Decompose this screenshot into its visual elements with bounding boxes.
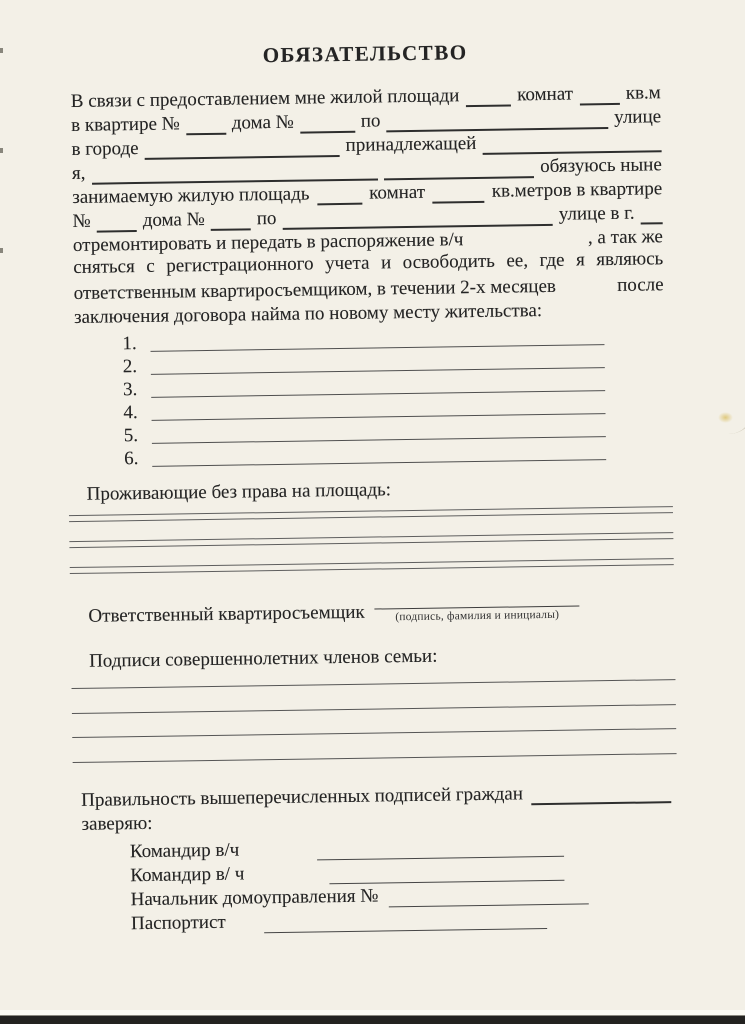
- list-item-number: 1.: [122, 333, 137, 355]
- tenant-signature-area: [374, 586, 579, 624]
- official-label: Начальник домоуправления №: [130, 885, 379, 911]
- paragraph-text: №: [72, 210, 91, 232]
- blank-field: [482, 132, 661, 155]
- paper-stain: [726, 418, 745, 434]
- blank-field: [144, 137, 339, 160]
- paragraph-text: обязуюсь ныне: [540, 154, 662, 178]
- intro-paragraph: [71, 80, 664, 329]
- ruled-line: [69, 506, 673, 522]
- list-item-number: 3.: [122, 379, 138, 401]
- scanner-edge-artifact: [0, 148, 3, 153]
- list-item-number: 5.: [123, 425, 139, 447]
- tenant-signature-caption: (подпись, фамилия и инициалы): [395, 608, 560, 624]
- family-signatures-label: Подписи совершеннолетних членов семьи:: [88, 645, 438, 672]
- paragraph-text: , а так же: [587, 226, 664, 249]
- ruled-line: [72, 704, 676, 714]
- blank-field: [211, 210, 251, 231]
- certification-text: Правильность вышеперечисленных подписей граждан: [81, 783, 524, 811]
- list-item-number: 6.: [123, 448, 139, 470]
- paragraph-text: кв.метров в квартире: [491, 178, 663, 202]
- ruled-line: [72, 728, 676, 738]
- paragraph-text: комнат: [369, 181, 426, 204]
- scanner-edge-artifact: [0, 48, 3, 53]
- ruled-line: [69, 532, 673, 548]
- residents-section-label: Проживающие без права на площадь:: [86, 479, 392, 505]
- blank-field: [384, 158, 534, 180]
- blank-field: [579, 85, 619, 106]
- ruled-line: [72, 679, 676, 689]
- paragraph-text: по: [256, 207, 277, 230]
- official-label: Командир в/ч: [129, 839, 240, 863]
- paragraph-text: улице в г.: [558, 202, 635, 225]
- paragraph-text: заключения договора найма по новому месту жительства:: [73, 300, 543, 328]
- paragraph-text: по: [360, 110, 381, 132]
- official-signature-blank: [317, 838, 564, 861]
- paragraph-text: В связи с предоставлением мне жилой площади: [70, 85, 460, 112]
- paragraph-text: дома №: [142, 209, 205, 231]
- ruled-line: [152, 459, 606, 467]
- official-label: Командир в/ ч: [130, 863, 245, 887]
- official-label: Паспортист: [130, 911, 226, 935]
- responsible-tenant-label: Ответственный квартиросъемщик: [88, 601, 365, 627]
- tenant-signature-blank: [374, 586, 579, 610]
- paragraph-line: сняться с регистрационного учета и освободить ее, где я являюсь: [73, 248, 664, 278]
- paragraph-text: дома №: [231, 111, 294, 134]
- paragraph-text: после: [616, 274, 664, 296]
- paragraph-text: занимаемую жилую площадь: [72, 183, 310, 208]
- blank-field: [317, 185, 362, 206]
- responsible-tenant-row: [88, 584, 668, 628]
- family-signatures-ruled-lines: [80, 679, 671, 762]
- paragraph-text: я,: [71, 162, 86, 184]
- list-item-number: 4.: [123, 402, 138, 424]
- paragraph-text: отремонтировать и передать в распоряжение в/ч: [72, 229, 464, 256]
- paragraph-text: комнат: [517, 83, 574, 106]
- list-item-number: 2.: [122, 356, 138, 378]
- paragraph-text: ответственным квартиросъемщиком, в течении 2-х месяцев: [73, 275, 557, 304]
- paragraph-text: в городе: [71, 137, 139, 160]
- certification-line2: заверяю:: [81, 812, 153, 835]
- blank-field: [640, 204, 662, 224]
- officials-signature-block: [130, 831, 673, 935]
- blank-field: [282, 206, 553, 230]
- paragraph-text: принадлежащей: [345, 132, 477, 156]
- numbered-list: [122, 324, 666, 470]
- document-title: ОБЯЗАТЕЛЬСТВО: [262, 40, 468, 68]
- official-signature-blank: [329, 862, 564, 884]
- paragraph-text: улице: [614, 106, 662, 128]
- scanner-edge-artifact: [0, 248, 3, 253]
- residents-ruled-lines: [77, 506, 668, 574]
- official-signature-blank: [388, 885, 588, 907]
- blank-field: [466, 86, 511, 107]
- paragraph-text: в квартире №: [71, 113, 180, 136]
- document-sheet: [70, 37, 673, 936]
- scanner-bed-strip: [0, 1016, 745, 1024]
- blank-field: [300, 113, 355, 134]
- blank-field: [531, 783, 672, 805]
- official-signature-blank: [264, 910, 547, 933]
- ruled-line: [73, 753, 677, 763]
- blank-field: [97, 212, 137, 233]
- ruled-line: [70, 558, 674, 574]
- blank-field: [186, 115, 226, 136]
- paragraph-text: кв.м: [625, 82, 661, 104]
- blank-field: [386, 109, 608, 132]
- blank-field: [432, 183, 484, 204]
- blank-field: [91, 160, 378, 184]
